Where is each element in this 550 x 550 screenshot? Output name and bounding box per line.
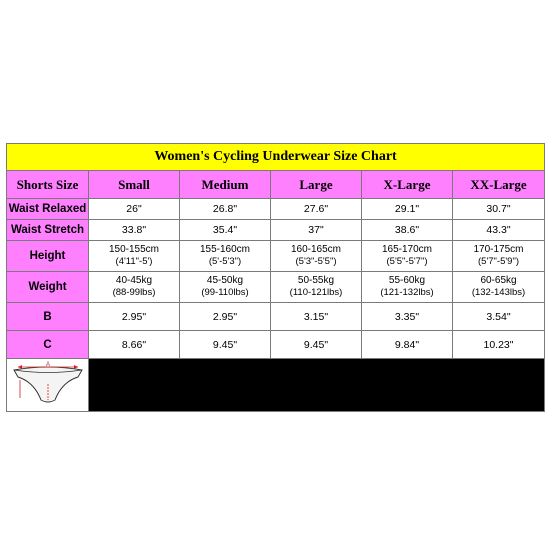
- cell-sub: (132-143lbs): [471, 287, 526, 298]
- table-cell: 27.6": [271, 199, 362, 220]
- note-text: PS: As the pant has Super flexibility, it can be stretched according to your waist, so there are two waist sizes above for your reference,but all other sizes are Relaxed measure.: [89, 359, 545, 412]
- table-cell: [180, 241, 271, 272]
- row-label: Weight: [7, 272, 89, 303]
- table-cell: 9.45": [271, 331, 362, 359]
- table-row-waist-stretch: [7, 220, 545, 241]
- table-row-b: [7, 303, 545, 331]
- table-cell: [271, 241, 362, 272]
- column-header-large: Large: [271, 171, 362, 199]
- table-cell: 3.35": [362, 303, 453, 331]
- column-header-shorts-size: Shorts Size: [7, 171, 89, 199]
- cell-sub: (5'7"-5'9"): [478, 256, 519, 267]
- table-cell: 33.8": [89, 220, 180, 241]
- cell-sub: (5'3"-5'5"): [295, 256, 337, 267]
- table-cell: 43.3": [453, 220, 545, 241]
- table-cell: 2.95": [89, 303, 180, 331]
- row-label: B: [7, 303, 89, 331]
- table-cell: 29.1": [362, 199, 453, 220]
- cell-sub: (99-110lbs): [201, 287, 249, 298]
- cell-sub: (121-132lbs): [380, 287, 434, 298]
- column-header-x-large: X-Large: [362, 171, 453, 199]
- table-cell: 9.45": [180, 331, 271, 359]
- cell-main: 45-50kg: [206, 275, 244, 286]
- diagram-label-a: A: [45, 362, 50, 368]
- row-label: Waist Relaxed: [7, 199, 89, 220]
- table-cell: 2.95": [180, 303, 271, 331]
- size-chart-table: [6, 143, 545, 412]
- cell-main: 60-65kg: [480, 275, 517, 286]
- table-cell: [180, 272, 271, 303]
- table-cell: [89, 241, 180, 272]
- table-cell: 8.66": [89, 331, 180, 359]
- cell-main: 40-45kg: [115, 275, 153, 286]
- table-cell: 38.6": [362, 220, 453, 241]
- row-label: Height: [7, 241, 89, 272]
- underwear-diagram-cell: [7, 359, 89, 412]
- column-header-medium: Medium: [180, 171, 271, 199]
- table-cell: 37": [271, 220, 362, 241]
- cell-sub: (5'-5'3"): [208, 256, 242, 267]
- cell-sub: (4'11"-5'): [115, 256, 153, 267]
- table-row-weight: [7, 272, 545, 303]
- column-header-small: Small: [89, 171, 180, 199]
- table-cell: [271, 272, 362, 303]
- table-cell: [362, 241, 453, 272]
- cell-sub: (110-121lbs): [289, 287, 343, 298]
- table-cell: [453, 272, 545, 303]
- table-cell: [362, 272, 453, 303]
- table-row-c: [7, 331, 545, 359]
- cell-main: 160-165cm: [290, 244, 342, 255]
- cell-sub: (88-99lbs): [112, 287, 156, 298]
- cell-main: 165-170cm: [381, 244, 433, 255]
- table-cell: 9.84": [362, 331, 453, 359]
- cell-main: 170-175cm: [473, 244, 524, 255]
- table-row-height: [7, 241, 545, 272]
- cell-main: 150-155cm: [108, 244, 160, 255]
- row-label: C: [7, 331, 89, 359]
- underwear-diagram-icon: [8, 360, 88, 410]
- column-header-xx-large: XX-Large: [453, 171, 545, 199]
- table-cell: 35.4": [180, 220, 271, 241]
- cell-sub: (5'5"-5'7"): [386, 256, 428, 267]
- table-cell: 3.54": [453, 303, 545, 331]
- table-cell: [453, 241, 545, 272]
- table-cell: 30.7": [453, 199, 545, 220]
- cell-main: 50-55kg: [297, 275, 335, 286]
- table-row-waist-relaxed: [7, 199, 545, 220]
- cell-main: 55-60kg: [388, 275, 426, 286]
- row-label: Waist Stretch: [7, 220, 89, 241]
- table-cell: [89, 272, 180, 303]
- cell-main: 155-160cm: [199, 244, 251, 255]
- table-cell: 26.8": [180, 199, 271, 220]
- table-cell: 3.15": [271, 303, 362, 331]
- table-cell: 10.23": [453, 331, 545, 359]
- table-cell: 26": [89, 199, 180, 220]
- chart-title: Women's Cycling Underwear Size Chart: [7, 144, 545, 171]
